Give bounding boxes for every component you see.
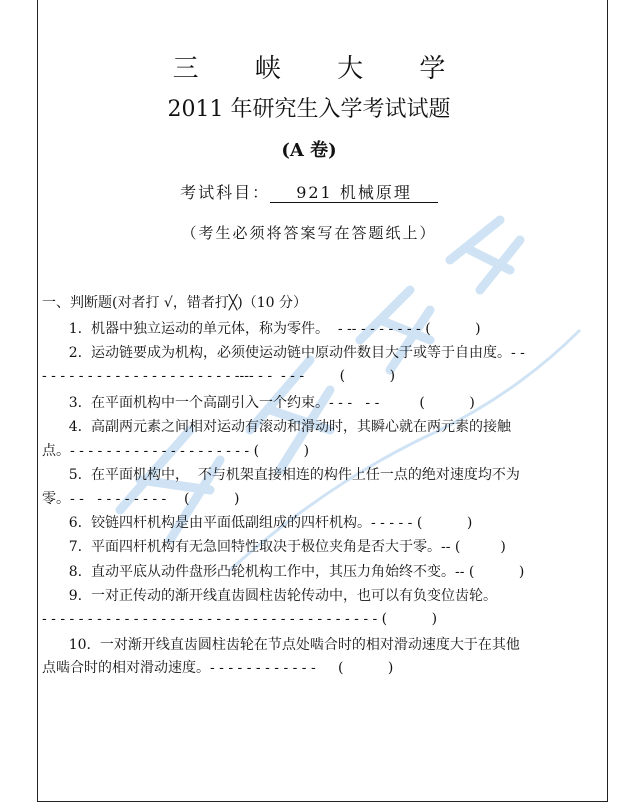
question-line: 点啮合时的相对滑动速度。- - - - - - - - - - - - ( ) (42, 660, 394, 676)
question-line: 7. 平面四杆机构有无急回特性取决于极位夹角是否大于零。-- ( ) (42, 539, 506, 555)
question-line: 2. 运动链要成为机构，必须使运动链中原动件数目大于或等于自由度。- - (42, 345, 525, 361)
question-line: 零。- - - - - - - - - - ( ) (42, 491, 240, 507)
section-heading: 一、判断题(对者打 √，错者打╳)（10 分） (42, 295, 307, 311)
question-line: 4. 高副两元素之间相对运动有滚动和滑动时，其瞬心就在两元素的接触 (42, 419, 511, 435)
question-line: 3. 在平面机构中一个高副引入一个约束。- - - - - ( ) (42, 395, 475, 411)
subject-value: 921 机械原理 (270, 183, 438, 203)
question-line: 6. 铰链四杆机构是由平面低副组成的四杆机构。- - - - - ( ) (42, 515, 473, 531)
question-line: - - - - - - - - - - - - - - - - - - - - - ---- - - - - - ( ) (42, 368, 396, 384)
question-line: 点。- - - - - - - - - - - - - - - - - - - - ( ) (42, 443, 310, 459)
subject-label: 考试科目： (180, 183, 271, 202)
question-line: 5. 在平面机构中， 不与机架直接相连的构件上任一点的绝对速度均不为 (42, 467, 520, 483)
question-line: 8. 直动平底从动件盘形凸轮机构工作中，其压力角始终不变。-- ( ) (42, 564, 525, 580)
question-line: 1. 机器中独立运动的单元体，称为零件。 - -- - - - - - - - ( ) (42, 321, 481, 337)
university-name: 三 峡 大 学 (172, 54, 470, 84)
question-line: - - - - - - - - - - - - - - - - - - - - - - - - - - - - - - - - - - - - - ( ) (42, 611, 438, 627)
paper-version: (A 卷) (281, 140, 337, 161)
subject-line (0, 180, 618, 203)
exam-title: 2011 年研究生入学考试试题 (167, 97, 451, 122)
question-line: 10. 一对渐开线直齿圆柱齿轮在节点处啮合时的相对滑动速度大于在其他 (42, 637, 520, 653)
question-line: 9. 一对正传动的渐开线直齿圆柱齿轮传动中，也可以有负变位齿轮。 (42, 588, 497, 604)
notice: （考生必须将答案写在答题纸上） (181, 224, 437, 242)
